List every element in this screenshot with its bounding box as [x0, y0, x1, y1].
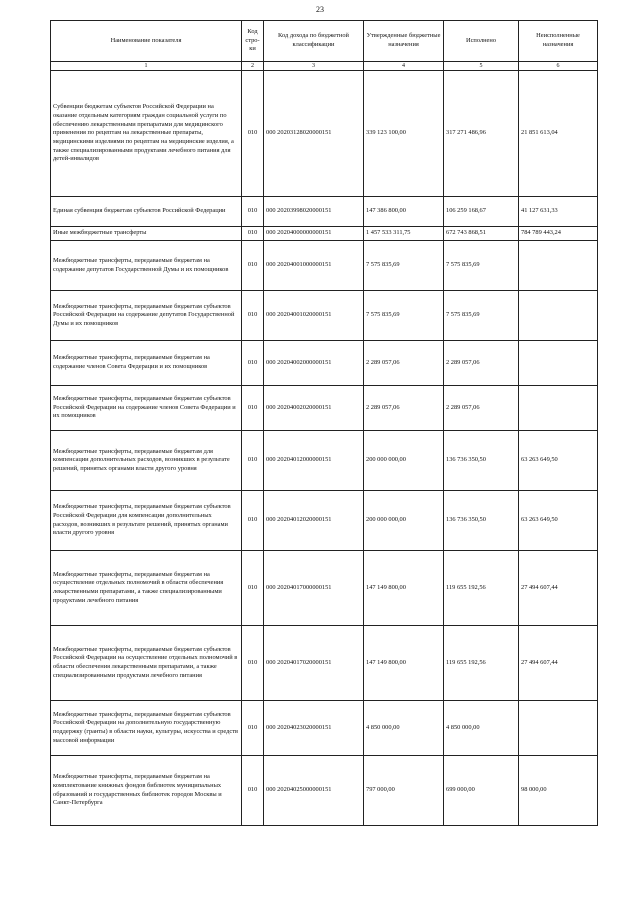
- indicator-name-cell: Межбюджетные трансферты, передаваемые бюджетам на осуществление отдельных полномочий в области обеспечения лекарственными препаратами, а также специализированными продуктами лечебного питания: [51, 551, 242, 626]
- indicator-name-cell: Межбюджетные трансферты, передаваемые бюджетам субъектов Российской Федерации на дополнительную государственную поддержку (гранты) в области науки, культуры, искусства и средств массовой информации: [51, 701, 242, 756]
- income-code-cell: 000 20204025000000151: [264, 756, 364, 826]
- income-code-cell: 000 20204001020000151: [264, 291, 364, 341]
- header-income-code: Код дохода по бюджетной классификации: [264, 21, 364, 62]
- unexecuted-amount-cell: 21 851 613,04: [519, 71, 598, 197]
- approved-amount-cell: 797 000,00: [364, 756, 444, 826]
- row-code-cell: 010: [242, 551, 264, 626]
- header-executed: Исполнено: [444, 21, 519, 62]
- row-code-cell: 010: [242, 341, 264, 386]
- executed-amount-cell: 119 655 192,56: [444, 551, 519, 626]
- executed-amount-cell: 136 736 350,50: [444, 491, 519, 551]
- header-name: Наименование показателя: [51, 21, 242, 62]
- approved-amount-cell: 7 575 835,69: [364, 241, 444, 291]
- row-code-cell: 010: [242, 491, 264, 551]
- executed-amount-cell: 7 575 835,69: [444, 291, 519, 341]
- column-number: 2: [242, 62, 264, 71]
- table-row: [51, 491, 598, 551]
- income-code-cell: 000 20204001000000151: [264, 241, 364, 291]
- column-number: 6: [519, 62, 598, 71]
- executed-amount-cell: 136 736 350,50: [444, 431, 519, 491]
- unexecuted-amount-cell: 41 127 631,33: [519, 197, 598, 227]
- header-unexecuted: Неисполненные назначения: [519, 21, 598, 62]
- unexecuted-amount-cell: 27 494 607,44: [519, 626, 598, 701]
- income-code-cell: 000 20204002020000151: [264, 386, 364, 431]
- unexecuted-amount-cell: 98 000,00: [519, 756, 598, 826]
- unexecuted-amount-cell: 27 494 607,44: [519, 551, 598, 626]
- indicator-name-cell: Иные межбюджетные трансферты: [51, 227, 242, 241]
- table-row: [51, 227, 598, 241]
- unexecuted-amount-cell: 63 263 649,50: [519, 431, 598, 491]
- unexecuted-amount-cell: [519, 341, 598, 386]
- column-number-row: [51, 62, 598, 71]
- unexecuted-amount-cell: 63 263 649,50: [519, 491, 598, 551]
- table-row: [51, 551, 598, 626]
- approved-amount-cell: 147 386 800,00: [364, 197, 444, 227]
- executed-amount-cell: 2 289 057,06: [444, 341, 519, 386]
- row-code-cell: 010: [242, 227, 264, 241]
- executed-amount-cell: 699 000,00: [444, 756, 519, 826]
- unexecuted-amount-cell: [519, 386, 598, 431]
- income-code-cell: 000 20204017000000151: [264, 551, 364, 626]
- approved-amount-cell: 2 289 057,06: [364, 341, 444, 386]
- approved-amount-cell: 339 123 100,00: [364, 71, 444, 197]
- table-row: [51, 291, 598, 341]
- row-code-cell: 010: [242, 756, 264, 826]
- executed-amount-cell: 317 271 486,96: [444, 71, 519, 197]
- income-code-cell: 000 20204012020000151: [264, 491, 364, 551]
- column-number: 4: [364, 62, 444, 71]
- executed-amount-cell: 4 850 000,00: [444, 701, 519, 756]
- income-code-cell: 000 20203128020000151: [264, 71, 364, 197]
- indicator-name-cell: Межбюджетные трансферты, передаваемые бюджетам на содержание депутатов Государственной Думы и их помощников: [51, 241, 242, 291]
- approved-amount-cell: 7 575 835,69: [364, 291, 444, 341]
- income-code-cell: 000 20204023020000151: [264, 701, 364, 756]
- indicator-name-cell: Межбюджетные трансферты, передаваемые бюджетам на содержание членов Совета Федерации и их помощников: [51, 341, 242, 386]
- indicator-name-cell: Межбюджетные трансферты, передаваемые бюджетам на комплектование книжных фондов библиотек муниципальных образований и государственных библиотек городов Москвы и Санкт-Петербурга: [51, 756, 242, 826]
- header-approved: Утвержденные бюджетные назначения: [364, 21, 444, 62]
- approved-amount-cell: 200 000 000,00: [364, 431, 444, 491]
- approved-amount-cell: 147 149 800,00: [364, 626, 444, 701]
- unexecuted-amount-cell: 784 789 443,24: [519, 227, 598, 241]
- column-number: 1: [51, 62, 242, 71]
- header-row-code: Код стро-ки: [242, 21, 264, 62]
- approved-amount-cell: 200 000 000,00: [364, 491, 444, 551]
- page-number: 23: [316, 5, 324, 14]
- income-code-cell: 000 20204000000000151: [264, 227, 364, 241]
- income-code-cell: 000 20204017020000151: [264, 626, 364, 701]
- income-code-cell: 000 20204012000000151: [264, 431, 364, 491]
- income-code-cell: 000 20203998020000151: [264, 197, 364, 227]
- row-code-cell: 010: [242, 431, 264, 491]
- table-row: [51, 71, 598, 197]
- table-row: [51, 197, 598, 227]
- table-row: [51, 241, 598, 291]
- unexecuted-amount-cell: [519, 241, 598, 291]
- row-code-cell: 010: [242, 626, 264, 701]
- indicator-name-cell: Межбюджетные трансферты, передаваемые бюджетам субъектов Российской Федерации на содержание членов Совета Федерации и их помощников: [51, 386, 242, 431]
- table-row: [51, 431, 598, 491]
- row-code-cell: 010: [242, 197, 264, 227]
- indicator-name-cell: Субвенции бюджетам субъектов Российской Федерации на оказание отдельным категориям граждан социальной услуги по обеспечению лекарственными препаратами для медицинского применения по рецептам на лекарственные препараты, медицинскими изделиями по рецептам на медицинские изделия, а также специализированными продуктами лечебного питания для детей-инвалидов: [51, 71, 242, 197]
- indicator-name-cell: Единая субвенция бюджетам субъектов Российской Федерации: [51, 197, 242, 227]
- executed-amount-cell: 106 259 168,67: [444, 197, 519, 227]
- indicator-name-cell: Межбюджетные трансферты, передаваемые бюджетам субъектов Российской Федерации для компенсации дополнительных расходов, возникших в результате решений, принятых органами власти другого уровня: [51, 491, 242, 551]
- row-code-cell: 010: [242, 71, 264, 197]
- table-row: [51, 626, 598, 701]
- row-code-cell: 010: [242, 291, 264, 341]
- table-row: [51, 756, 598, 826]
- row-code-cell: 010: [242, 701, 264, 756]
- approved-amount-cell: 1 457 533 311,75: [364, 227, 444, 241]
- table-row: [51, 386, 598, 431]
- income-code-cell: 000 20204002000000151: [264, 341, 364, 386]
- report-table: [50, 20, 598, 826]
- indicator-name-cell: Межбюджетные трансферты, передаваемые бюджетам субъектов Российской Федерации на содержание депутатов Государственной Думы и их помощников: [51, 291, 242, 341]
- executed-amount-cell: 119 655 192,56: [444, 626, 519, 701]
- column-number: 5: [444, 62, 519, 71]
- column-number: 3: [264, 62, 364, 71]
- header-row: [51, 21, 598, 62]
- table-row: [51, 341, 598, 386]
- table-row: [51, 701, 598, 756]
- unexecuted-amount-cell: [519, 291, 598, 341]
- indicator-name-cell: Межбюджетные трансферты, передаваемые бюджетам субъектов Российской Федерации на осуществление отдельных полномочий в области обеспечения лекарственными препаратами, а также специализированными продуктами лечебного питания: [51, 626, 242, 701]
- approved-amount-cell: 4 850 000,00: [364, 701, 444, 756]
- approved-amount-cell: 147 149 800,00: [364, 551, 444, 626]
- row-code-cell: 010: [242, 386, 264, 431]
- executed-amount-cell: 672 743 868,51: [444, 227, 519, 241]
- row-code-cell: 010: [242, 241, 264, 291]
- indicator-name-cell: Межбюджетные трансферты, передаваемые бюджетам для компенсации дополнительных расходов, возникших в результате решений, принятых органами власти другого уровня: [51, 431, 242, 491]
- executed-amount-cell: 7 575 835,69: [444, 241, 519, 291]
- executed-amount-cell: 2 289 057,06: [444, 386, 519, 431]
- approved-amount-cell: 2 289 057,06: [364, 386, 444, 431]
- unexecuted-amount-cell: [519, 701, 598, 756]
